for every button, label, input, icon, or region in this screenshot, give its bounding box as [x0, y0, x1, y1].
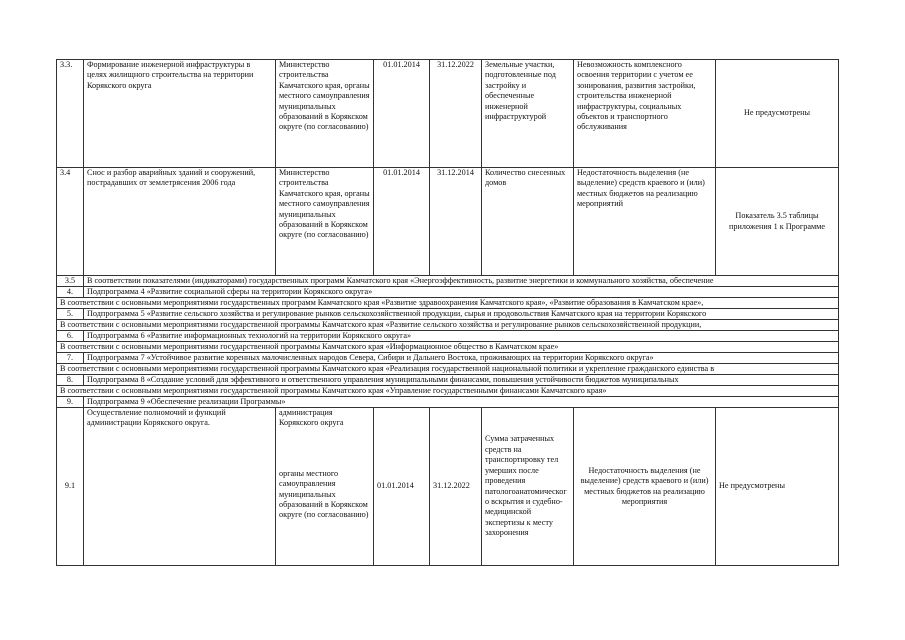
subprogram-title: Подпрограмма 5 «Развитие сельского хозяйства и регулирование рынков сельскохозяйственной продукции, сырья и продовольствия Камчатского края на территории Корякского — [84, 309, 839, 320]
measure-name: Формирование инженерной инфраструктуры в целях жилищного строительства на территории Корякского округа — [84, 60, 276, 168]
expected-result: Земельные участки, подготовленные под застройку и обеспеченные инженерной инфраструктурой — [482, 60, 574, 168]
subprogram-title: Подпрограмма 9 «Обеспечение реализации Программы» — [84, 397, 839, 408]
indicator-link: Не предусмотрены — [716, 60, 839, 168]
subprogram-row — [57, 309, 839, 320]
measure-name: Снос и разбор аварийных зданий и сооружений, пострадавших от землетрясения 2006 года — [84, 168, 276, 276]
table-row — [57, 60, 839, 168]
subprogram-title: Подпрограмма 6 «Развитие информационных технологий на территории Корякского округа» — [84, 331, 839, 342]
subprogram-number: 9. — [57, 397, 84, 408]
expected-result: Количество снесенных домов — [482, 168, 574, 276]
start-date: 01.01.2014 — [374, 60, 430, 168]
end-date: 31.12.2022 — [430, 408, 482, 566]
risk: Недостаточность выделения (не выделение) средств краевого и (или) местных бюджетов на реализацию мероприятия — [574, 408, 716, 566]
executor: Министерство строительства Камчатского края, органы местного самоуправления муниципальных образований в Корякском округе (по согласованию) — [276, 60, 374, 168]
note-text: В соответствии с основными мероприятиями государственной программы Камчатского края «Информационное общество в Камчатском крае» — [57, 342, 839, 353]
note-text: В соответствии с основными мероприятиями государственных программ Камчатского края «Развитие здравоохранения Камчатского края», «Развитие образования в Камчатском крае», — [57, 298, 839, 309]
subprogram-number: 5. — [57, 309, 84, 320]
executor-secondary: органы местного самоуправления муниципальных образований в Корякском округе (по согласованию) — [279, 468, 369, 520]
end-date: 31.12.2014 — [430, 168, 482, 276]
note-row — [57, 386, 839, 397]
executor-primary: администрация Корякского округа — [279, 408, 344, 428]
note-text: В соответствии с основными мероприятиями государственной программы Камчатского края «Реализация государственной национальной политики и укрепление гражданского единства в — [57, 364, 839, 375]
subprogram-number: 4. — [57, 287, 84, 298]
row-number: 9.1 — [57, 408, 84, 566]
risk: Недостаточность выделения (не выделение) средств краевого и (или) местных бюджетов на реализацию мероприятий — [574, 168, 716, 276]
note-row — [57, 298, 839, 309]
subprogram-row — [57, 287, 839, 298]
row-number: 3.4 — [57, 168, 84, 276]
executor — [276, 408, 374, 566]
table-row — [57, 408, 839, 566]
subprogram-row — [57, 375, 839, 386]
executor: Министерство строительства Камчатского края, органы местного самоуправления муниципальных образований в Корякском округе (по согласованию) — [276, 168, 374, 276]
indicator-link: Показатель 3.5 таблицы приложения 1 к Программе — [716, 168, 839, 276]
band-text: В соответствии показателями (индикаторами) государственных программ Камчатского края «Энергоэффективность, развитие энергетики и коммунального хозяйства, обеспечение — [84, 276, 839, 287]
start-date: 01.01.2014 — [374, 168, 430, 276]
table-row — [57, 168, 839, 276]
subprogram-number: 7. — [57, 353, 84, 364]
subprogram-title: Подпрограмма 8 «Создание условий для эффективного и ответственного управления муниципальными финансами, повышения устойчивости бюджетов муниципальных — [84, 375, 839, 386]
subprogram-row — [57, 331, 839, 342]
note-text: В соответствии с основными мероприятиями государственной программы Камчатского края «Управление государственными финансами Камчатского края» — [57, 386, 839, 397]
band-number: 3.5 — [57, 276, 84, 287]
note-row — [57, 364, 839, 375]
subprogram-row — [57, 353, 839, 364]
expected-result: Сумма затраченных средств на транспортировку тел умерших после проведения патологоанатомического вскрытия и судебно-медицинской экспертизы к месту захоронения — [482, 408, 574, 566]
note-row — [57, 320, 839, 331]
note-row — [57, 342, 839, 353]
subprogram-title: Подпрограмма 7 «Устойчивое развитие коренных малочисленных народов Севера, Сибири и Дальнего Востока, проживающих на территории Корякского округа» — [84, 353, 839, 364]
subprogram-number: 6. — [57, 331, 84, 342]
subprogram-title: Подпрограмма 4 «Развитие социальной сферы на территории Корякского округа» — [84, 287, 839, 298]
risk: Невозможность комплексного освоения территории с учетом ее зонирования, развития застройки, строительства инженерной инфраструктуры, социальных объектов и транспортного обслуживания — [574, 60, 716, 168]
row-number: 3.3. — [57, 60, 84, 168]
subprogram-number: 8. — [57, 375, 84, 386]
start-date: 01.01.2014 — [374, 408, 430, 566]
subprogram-row — [57, 397, 839, 408]
note-text: В соответствии с основными мероприятиями государственной программы Камчатского края «Развитие сельского хозяйства и регулирование рынков сельскохозяйственной продукции, — [57, 320, 839, 331]
band-row — [57, 276, 839, 287]
indicator-link: Не предусмотрены — [716, 408, 839, 566]
measures-table — [56, 59, 839, 566]
measure-name: Осуществление полномочий и функций администрации Корякского округа. — [84, 408, 276, 566]
end-date: 31.12.2022 — [430, 60, 482, 168]
